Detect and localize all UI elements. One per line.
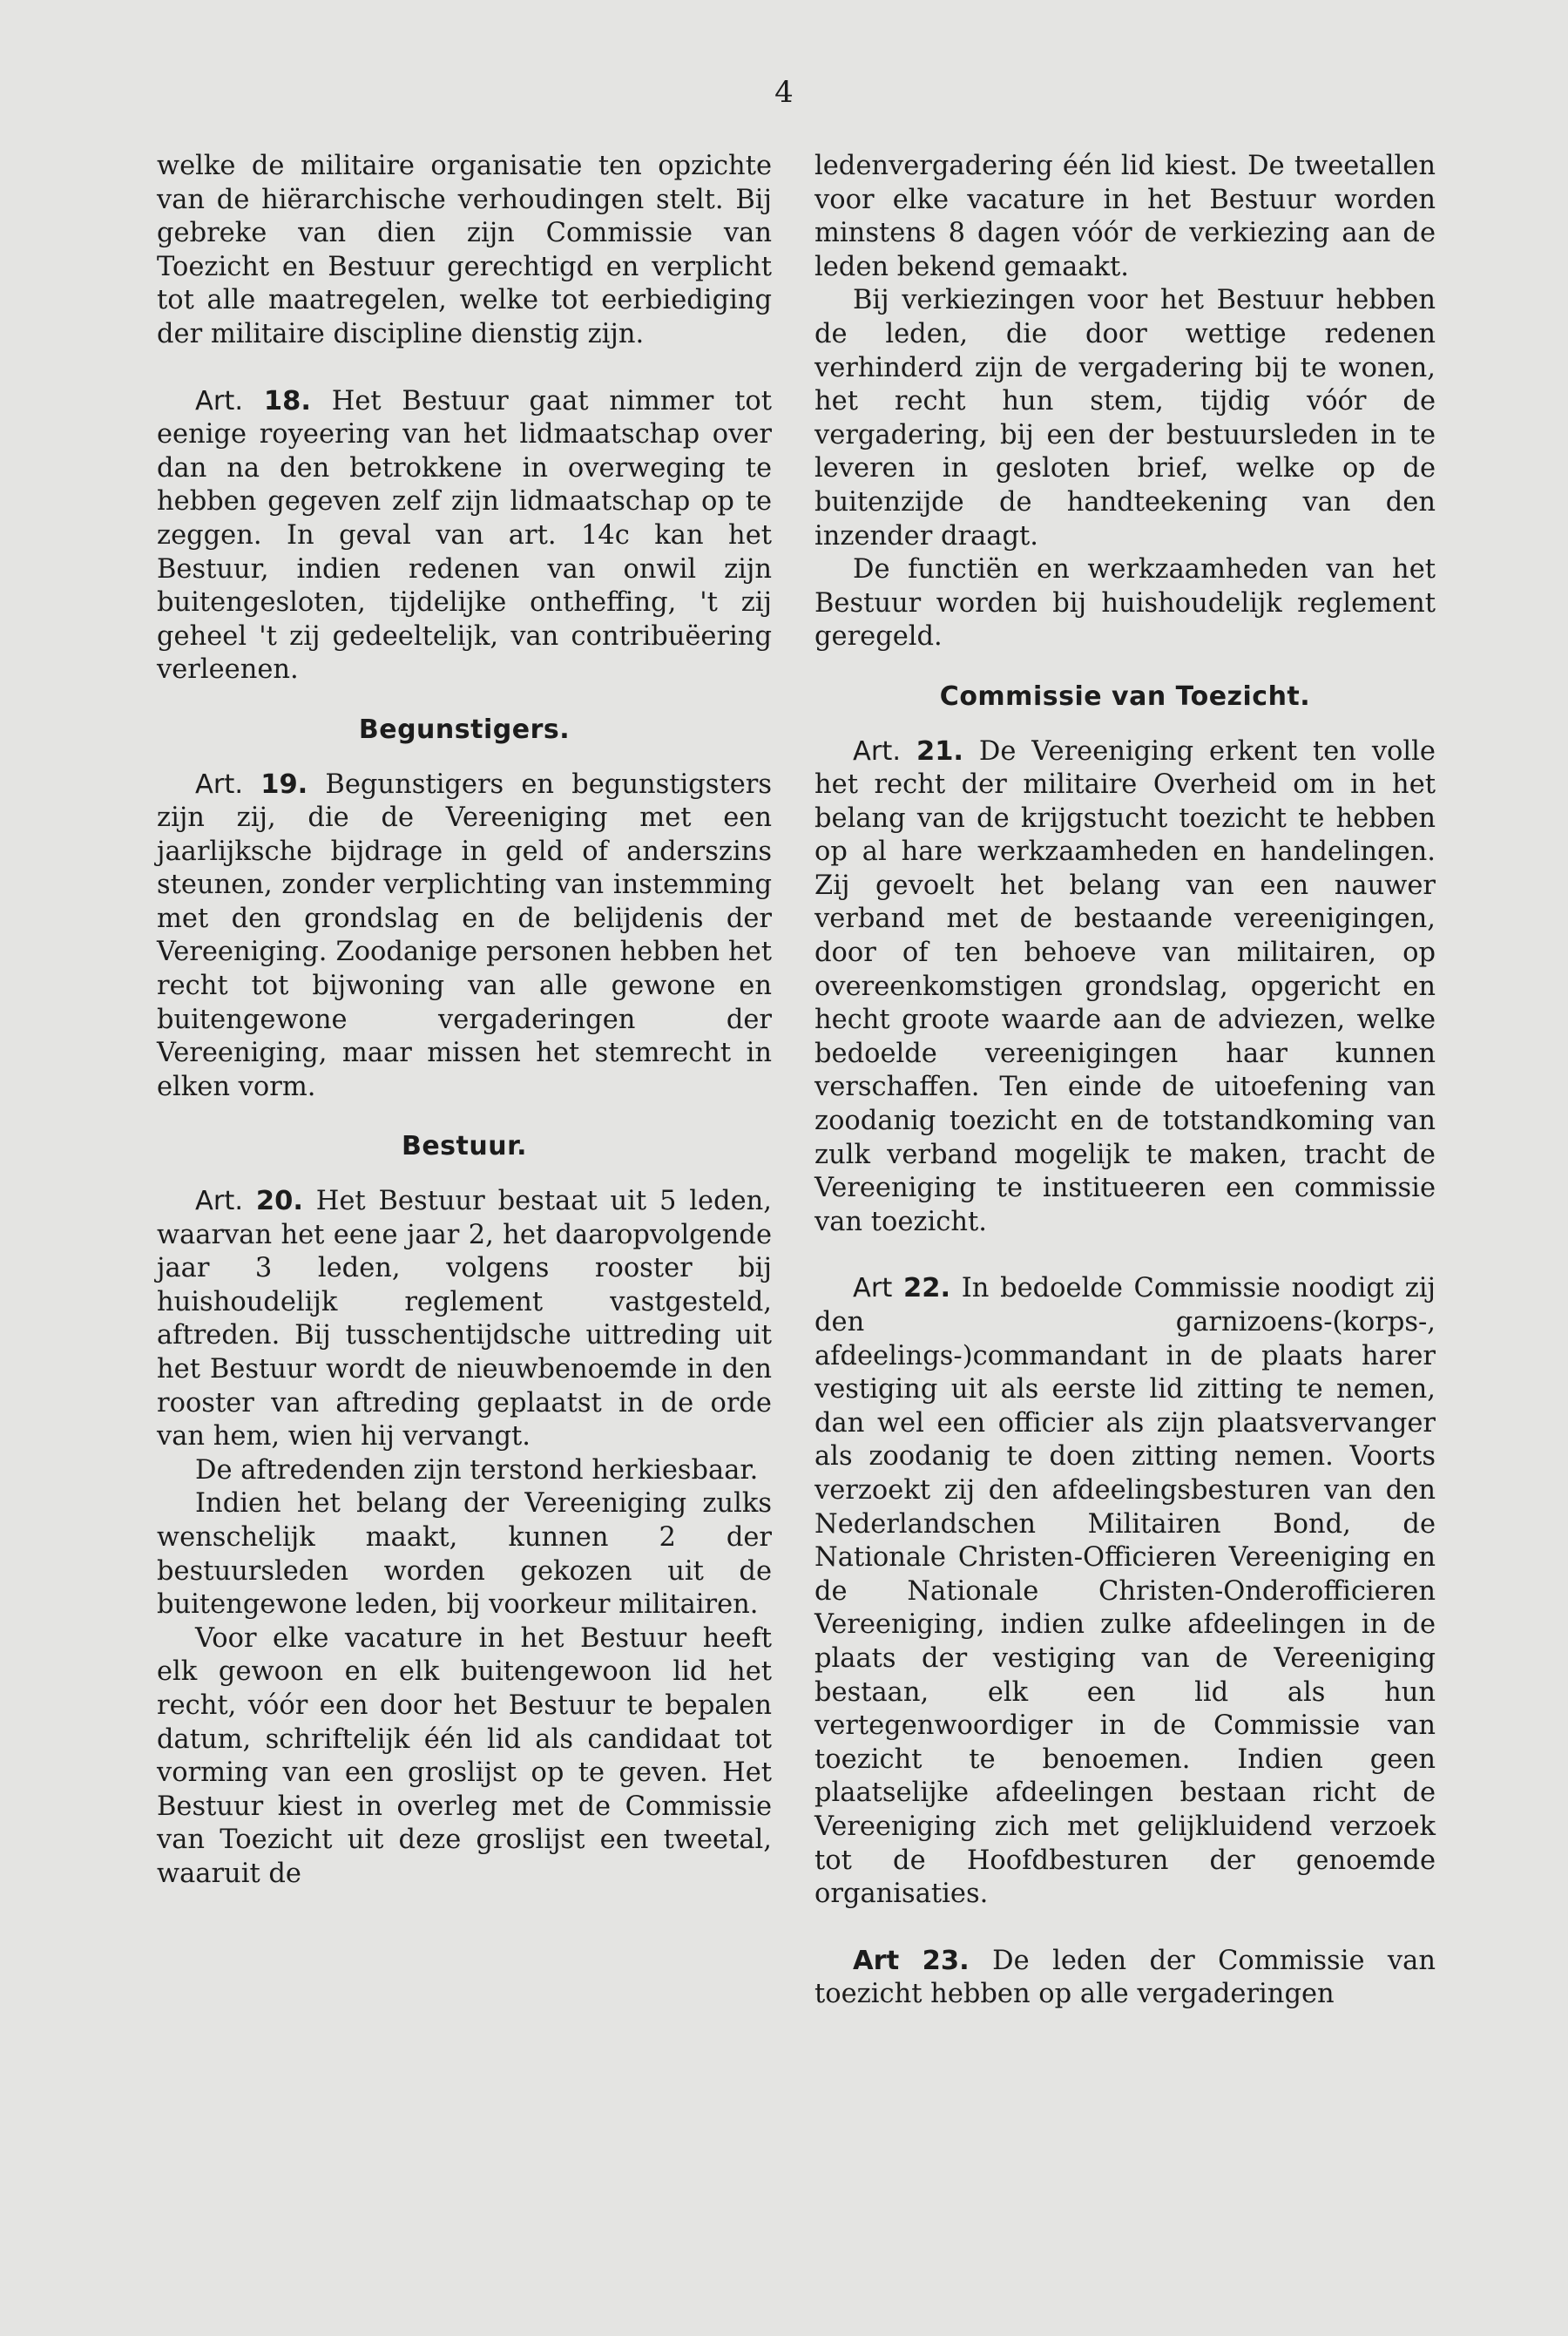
paragraph-intro: welke de militaire organisatie ten opzichte van de hiërarchische verhoudingen stelt. Bij gebreke van dien zijn Commissie van Toezicht en Bestuur gerechtigd en verplicht tot alle maatregelen, welke tot eerbiediging der militaire discipline dienstig zijn. bbox=[157, 151, 772, 349]
right-column bbox=[814, 150, 1436, 2012]
article-23-label: Art 23. bbox=[853, 1945, 970, 1976]
article-22 bbox=[814, 1272, 1436, 1911]
article-19-text: Begunstigers en begunstigsters zijn zij, die de Vereeniging met een jaarlijksche bijdrage in geld of anderszins steunen, zonder verplichting van instemming met den grondslag en de belijdenis der Vereeniging. Zoodanige personen hebben het recht tot bijwoning van alle gewone en buitengewone vergaderingen der Vereeniging, maar missen het stemrecht in elken vorm. bbox=[157, 769, 772, 1102]
page-number: 4 bbox=[774, 75, 794, 110]
article-18 bbox=[157, 385, 772, 687]
paragraph-continuation: ledenvergadering één lid kiest. De tweetallen voor elke vacature in het Bestuur worden minstens 8 dagen vóór de verkiezing aan de leden bekend gemaakt. bbox=[814, 151, 1436, 282]
heading-commissie-van-toezicht: Commissie van Toezicht. bbox=[939, 680, 1311, 712]
article-23 bbox=[814, 1945, 1436, 2012]
article-19 bbox=[157, 769, 772, 1105]
heading-begunstigers: Begunstigers. bbox=[358, 714, 571, 745]
article-20-paragraph-3: Indien het belang der Vereeniging zulks wenschelijk maakt, kunnen 2 der bestuursleden worden gekozen uit de buitengewone leden, bij voorkeur militairen. bbox=[157, 1488, 772, 1621]
paragraph-verkiezingen: Bij verkiezingen voor het Bestuur hebben de leden, die door wettige redenen verhinderd zijn de vergadering bij te wonen, het recht hun stem, tijdig vóór de vergadering, bij een der bestuursleden in te leveren in gesloten brief, welke op de buitenzijde de handteekening van den inzender draagt. bbox=[814, 285, 1436, 552]
article-21-label: Art. 21. bbox=[853, 735, 963, 767]
left-column bbox=[157, 150, 772, 1892]
article-21-text: De Vereeniging erkent ten volle het recht der militaire Overheid om in het belang van de krijgstucht toezicht te hebben op al hare werkzaamheden en handelingen. Zij gevoelt het belang van een nauwer verband met de bestaande vereenigingen, door of ten behoeve van militairen, op overeenkomstigen grondslag, opgericht en hecht groote waarde aan de adviezen, welke bedoelde vereenigingen haar kunnen verschaffen. Ten einde de uitoefening van zoodanig toezicht en de totstandkoming van zulk verband mogelijk te maken, tracht de Vereeniging te institueeren een commissie van toezicht. bbox=[814, 735, 1436, 1237]
article-20-label: Art. 20. bbox=[195, 1186, 303, 1217]
paragraph-functien: De functiën en werkzaamheden van het Bestuur worden bij huishoudelijk reglement geregeld. bbox=[814, 554, 1436, 653]
article-23-text: De leden der Commissie van toezicht hebben op alle vergaderingen bbox=[814, 1945, 1436, 2010]
article-20-paragraph-2: De aftredenden zijn terstond herkiesbaar. bbox=[195, 1454, 759, 1486]
article-18-text: Het Bestuur gaat nimmer tot eenige royeering van het lidmaatschap over dan na den betrokkene in overweging te hebben gegeven zelf zijn lidmaatschap op te zeggen. In geval van art. 14c kan het Bestuur, indien redenen van onwil zijn buitengesloten, tijdelijke ontheffing, 't zij geheel 't zij gedeeltelijk, van contribuëering verleenen. bbox=[157, 385, 772, 686]
article-22-label: Art 22. bbox=[853, 1273, 951, 1304]
article-18-label: Art. 18. bbox=[195, 385, 311, 416]
article-20-paragraph-4: Voor elke vacature in het Bestuur heeft elk gewoon en elk buitengewoon lid het recht, vóór een door het Bestuur te bepalen datum, schriftelijk één lid als candidaat tot vorming van een groslijst op te geven. Het Bestuur kiest in overleg met de Commissie van Toezicht uit deze groslijst een tweetal, waaruit de bbox=[157, 1622, 772, 1889]
article-21 bbox=[814, 735, 1436, 1240]
article-19-label: Art. 19. bbox=[195, 769, 308, 800]
article-20-text: Het Bestuur bestaat uit 5 leden, waarvan het eene jaar 2, het daaropvolgende jaar 3 leden, volgens rooster bij huishoudelijk reglement vastgesteld, aftreden. Bij tusschentijdsche uittreding uit het Bestuur wordt de nieuwbenoemde in den rooster van aftreding geplaatst in de orde van hem, wien hij vervangt. bbox=[157, 1186, 772, 1452]
article-22-text: In bedoelde Commissie noodigt zij den garnizoens-(korps-, afdeelings-)commandant in de plaats harer vestiging uit als eerste lid zitting te nemen, dan wel een officier als zijn plaatsvervanger als zoodanig te doen zitting nemen. Voorts verzoekt zij den afdeelingsbesturen van den Nederlandschen Militairen Bond, de Nationale Christen-Officieren Vereeniging en de Nationale Christen-Onderofficieren Vereeniging, indien zulke afdeelingen in de plaats der vestiging van de Vereeniging bestaan, elk een lid als hun vertegenwoordiger in de Commissie van toezicht te benoemen. Indien geen plaatselijke afdeelingen bestaan richt de Vereeniging zich met gelijkluidend verzoek tot de Hoofdbesturen der genoemde organisaties. bbox=[814, 1273, 1436, 1910]
article-20 bbox=[157, 1185, 772, 1454]
heading-bestuur: Bestuur. bbox=[401, 1131, 528, 1162]
